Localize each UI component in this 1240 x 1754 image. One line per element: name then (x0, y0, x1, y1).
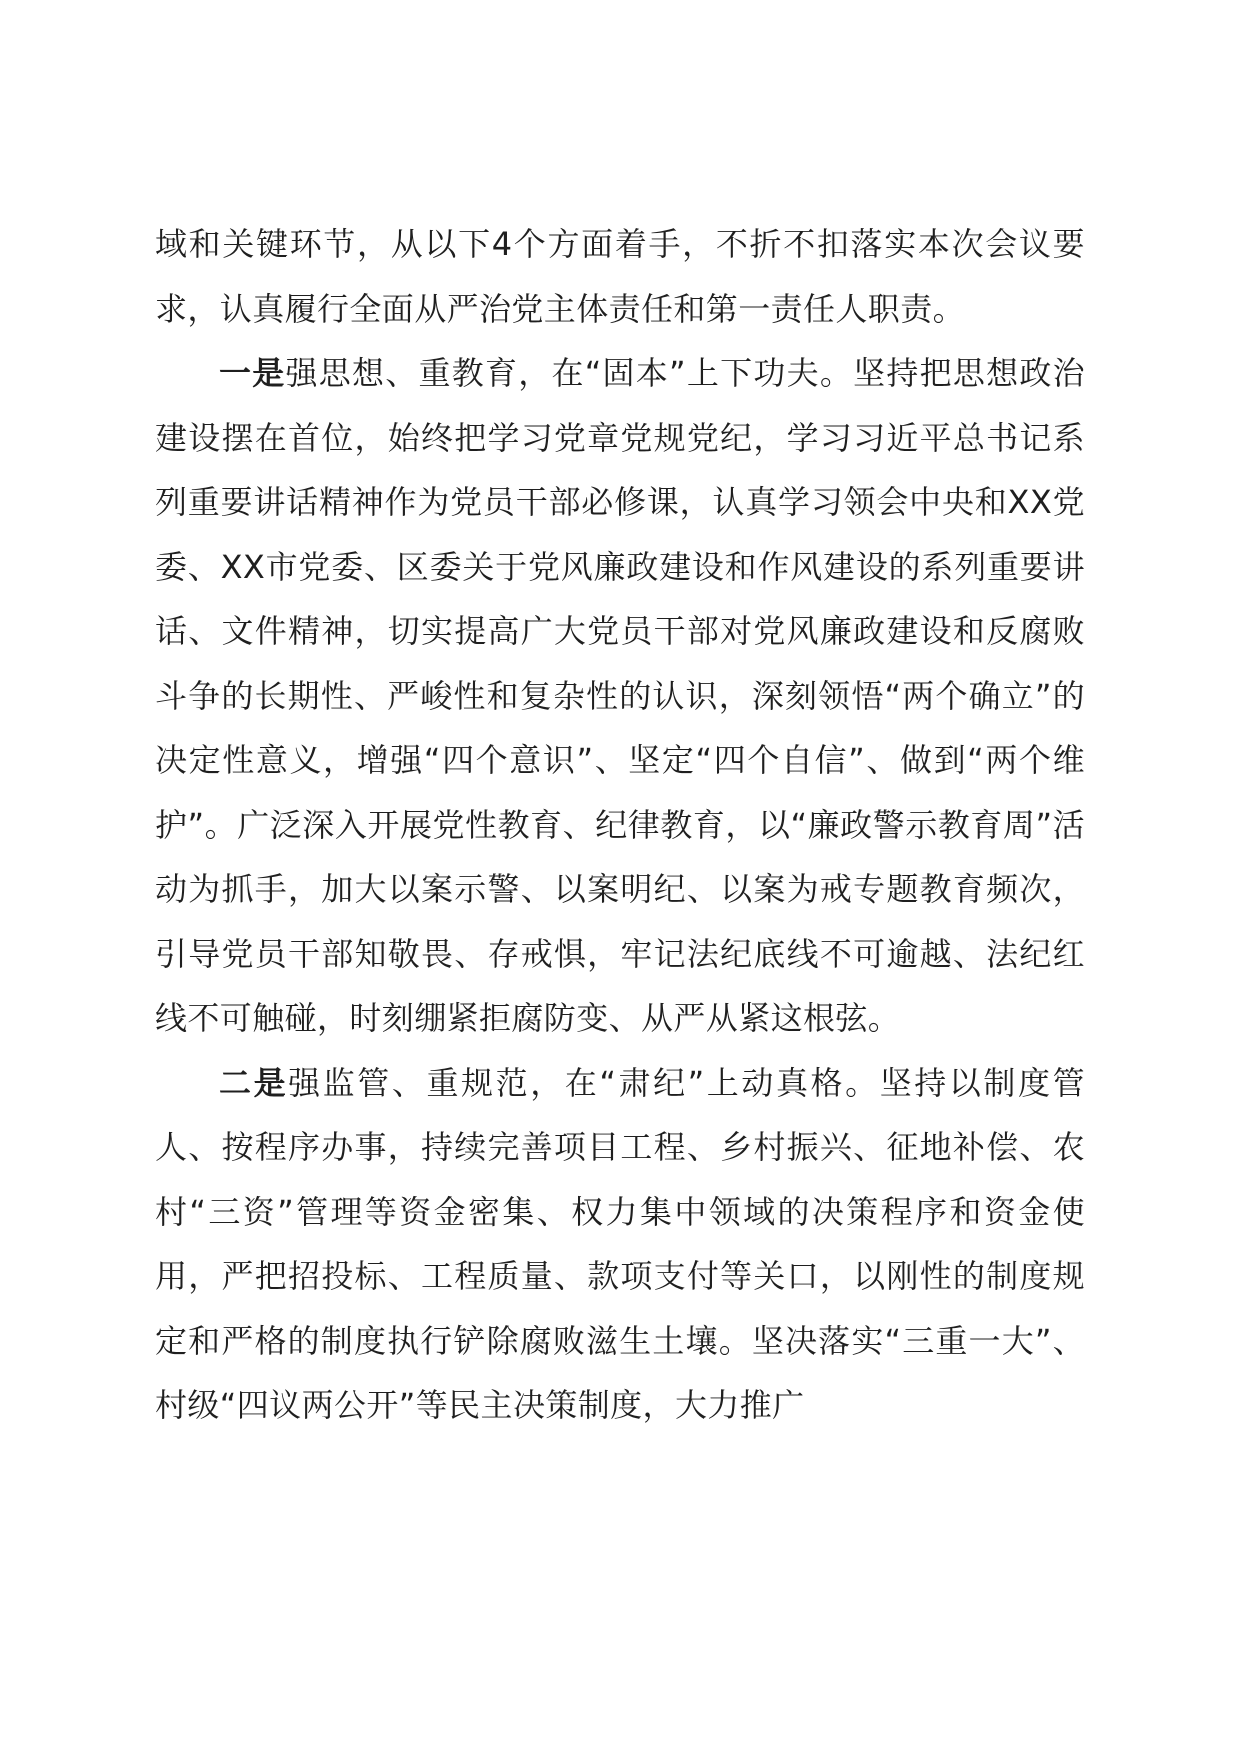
paragraph-point-two (155, 1051, 1085, 1438)
paragraph-text: 域和关键环节，从以下4个方面着手，不折不扣落实本次会议要求，认真履行全面从严治党主体责任和第一责任人职责。 (155, 225, 1085, 328)
paragraph-text: 强思想、重教育，在“固本”上下功夫。坚持把思想政治建设摆在首位，始终把学习党章党规党纪，学习习近平总书记系列重要讲话精神作为党员干部必修课，认真学习领会中央和XX党委、XX市党委、区委关于党风廉政建设和作风建设的系列重要讲话、文件精神，切实提高广大党员干部对党风廉政建设和反腐败斗争的长期性、严峻性和复杂性的认识，深刻领悟“两个确立”的决定性意义，增强“四个意识”、坚定“四个自信”、做到“两个维护”。广泛深入开展党性教育、纪律教育，以“廉政警示教育周”活动为抓手，加大以案示警、以案明纪、以案为戒专题教育频次，引导党员干部知敬畏、存戒惧，牢记法纪底线不可逾越、法纪红线不可触碰，时刻绷紧拒腐防变、从严从紧这根弦。 (155, 354, 1085, 1037)
paragraph-point-one (155, 341, 1085, 1051)
paragraph-text: 强监管、重规范，在“肃纪”上动真格。坚持以制度管人、按程序办事，持续完善项目工程、乡村振兴、征地补偿、农村“三资”管理等资金密集、权力集中领域的决策程序和资金使用，严把招投标、工程质量、款项支付等关口，以刚性的制度规定和严格的制度执行铲除腐败滋生土壤。坚决落实“三重一大”、村级“四议两公开”等民主决策制度，大力推广 (155, 1063, 1085, 1424)
paragraph-lead: 二是 (219, 1063, 289, 1102)
body-text (155, 212, 1085, 1438)
paragraph-lead: 一是 (219, 354, 286, 392)
paragraph-continuation (155, 212, 1085, 341)
